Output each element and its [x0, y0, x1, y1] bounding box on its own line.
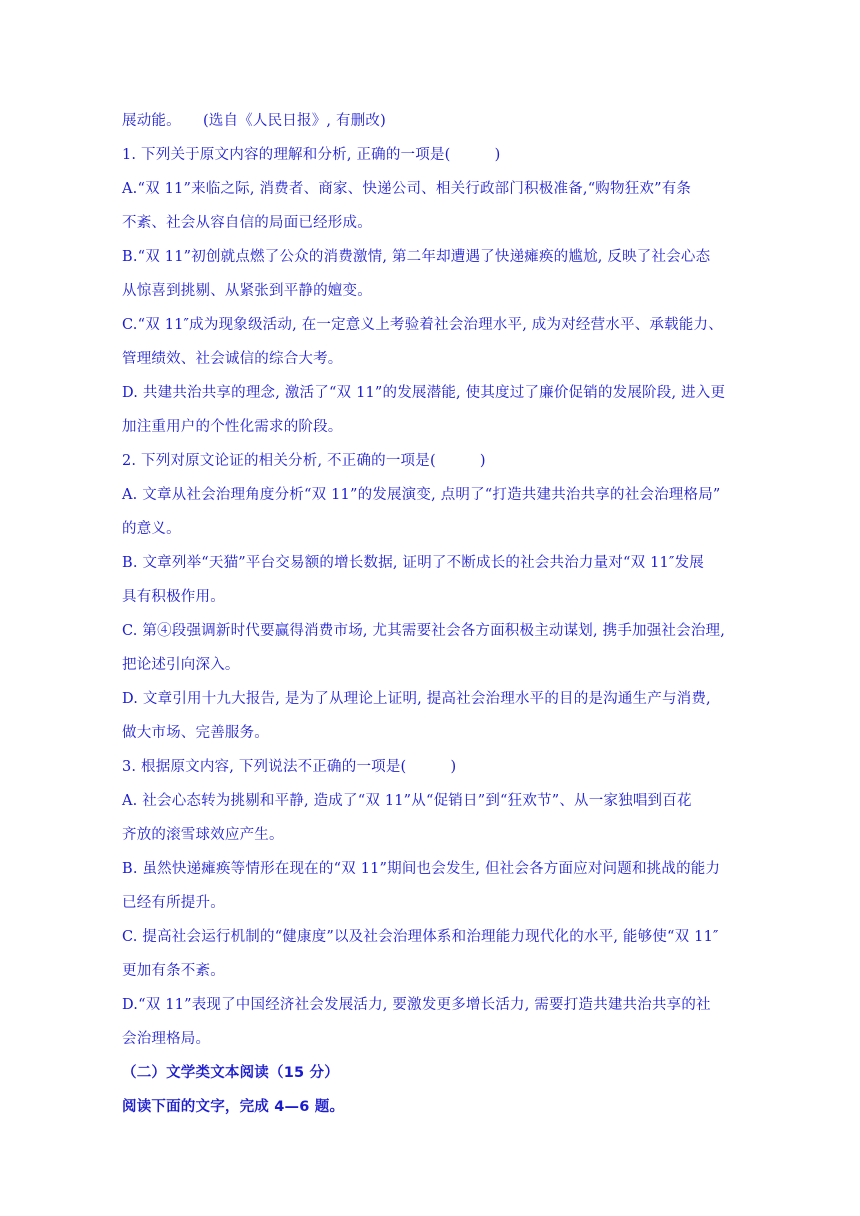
option-2c-line-2: 把论述引向深入。 — [122, 657, 240, 673]
section-heading: （二）文学类文本阅读（15 分） — [122, 1065, 339, 1081]
option-2a-line-1: A. 文章从社会治理角度分析“双 11”的发展演变, 点明了“打造共建共治共享的社会治理格局” — [122, 487, 721, 503]
option-3d-line-2: 会治理格局。 — [122, 1031, 211, 1047]
option-1b-line-2: 从惊喜到挑剔、从紧张到平静的嬗变。 — [122, 283, 372, 299]
option-3a-line-2: 齐放的滚雪球效应产生。 — [122, 827, 284, 843]
option-2d-line-1: D. 文章引用十九大报告, 是为了从理论上证明, 提高社会治理水平的目的是沟通生产与消费, — [122, 691, 711, 707]
option-3b-line-1: B. 虽然快递瘫痪等情形在现在的“双 11”期间也会发生, 但社会各方面应对问题和挑战的能力 — [122, 861, 721, 877]
option-1b-line-1: B.“双 11”初创就点燃了公众的消费激情, 第二年却遭遇了快递瘫痪的尴尬, 反映了社会心态 — [122, 249, 711, 265]
option-2c-line-1: C. 第④段强调新时代要赢得消费市场, 尤其需要社会各方面积极主动谋划, 携手加强社会治理, — [122, 623, 726, 639]
option-1a-line-1: A.“双 11”来临之际, 消费者、商家、快递公司、相关行政部门积极准备,“购物狂欢”有条 — [122, 181, 692, 197]
option-3c-line-1: C. 提高社会运行机制的“健康度”以及社会治理体系和治理能力现代化的水平, 能够使“双 11″ — [122, 929, 719, 945]
option-1d-line-1: D. 共建共治共享的理念, 激活了“双 11”的发展潜能, 使其度过了廉价促销的发展阶段, 进入更 — [122, 385, 726, 401]
option-3b-line-2: 已经有所提升。 — [122, 895, 225, 911]
option-1c-line-2: 管理绩效、社会诚信的综合大考。 — [122, 351, 343, 367]
option-1d-line-2: 加注重用户的个性化需求的阶段。 — [122, 419, 343, 435]
question-2-stem: 2. 下列对原文论证的相关分析, 不正确的一项是( ) — [122, 453, 486, 469]
question-1-stem: 1. 下列关于原文内容的理解和分析, 正确的一项是( ) — [122, 147, 501, 163]
option-2a-line-2: 的意义。 — [122, 521, 181, 537]
option-2b-line-1: B. 文章列举“天猫”平台交易额的增长数据, 证明了不断成长的社会共治力量对“双 11″发展 — [122, 555, 705, 571]
option-3c-line-2: 更加有条不紊。 — [122, 963, 225, 979]
option-1c-line-1: C.“双 11″成为现象级活动, 在一定意义上考验着社会治理水平, 成为对经营水平、承载能力、 — [122, 317, 723, 333]
text-line: 展动能。 (选自《人民日报》, 有删改) — [122, 113, 386, 129]
option-2d-line-2: 做大市场、完善服务。 — [122, 725, 269, 741]
reading-instruction: 阅读下面的文字，完成 4—6 题。 — [122, 1099, 345, 1115]
option-3d-line-1: D.“双 11”表现了中国经济社会发展活力, 要激发更多增长活力, 需要打造共建共治共享的社 — [122, 997, 711, 1013]
option-2b-line-2: 具有积极作用。 — [122, 589, 225, 605]
question-3-stem: 3. 根据原文内容, 下列说法不正确的一项是( ) — [122, 759, 457, 775]
option-3a-line-1: A. 社会心态转为挑剔和平静, 造成了“双 11”从“促销日”到“狂欢节”、从一家独唱到百花 — [122, 793, 692, 809]
option-1a-line-2: 不紊、社会从容自信的局面已经形成。 — [122, 215, 372, 231]
